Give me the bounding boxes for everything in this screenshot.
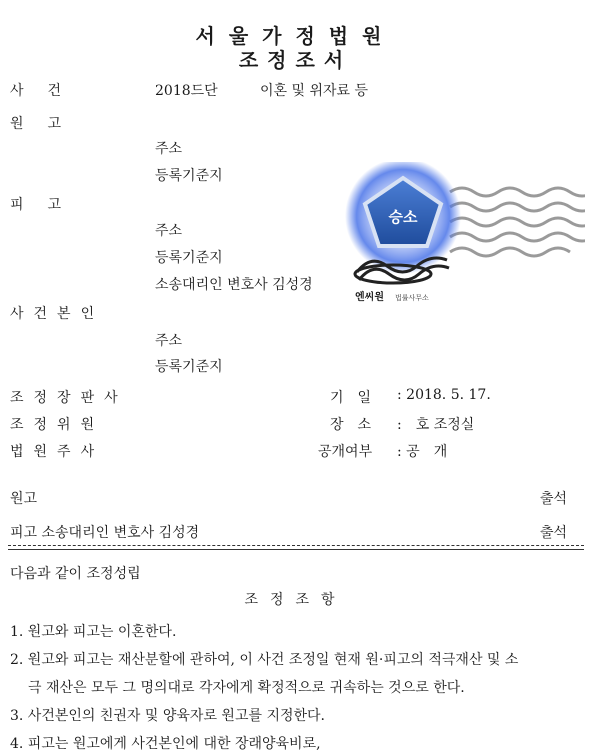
attendance-party-defendant: 피고 소송대리인 변호사 김성경 [10, 525, 200, 541]
stamp-brand: 엔씨원 [355, 292, 384, 303]
case-number: 2018드단 [155, 83, 218, 99]
defendant-counsel: 소송대리인 변호사 김성경 [155, 277, 313, 293]
plaintiff-label: 원고 [10, 116, 86, 132]
plaintiff-registry-label: 등록기준지 [155, 168, 223, 184]
clause-1: 1. 원고와 피고는 이혼한다. [10, 624, 177, 640]
public-label: 공개여부 [318, 444, 373, 460]
court-name: 서울가정법원 [195, 24, 396, 48]
principal-address-label: 주소 [155, 333, 183, 349]
result-line: 다음과 같이 조정성립 [10, 566, 141, 582]
stamp-badge-text: 승소 [388, 208, 418, 226]
date-label: 기 일 [330, 390, 372, 406]
clauses-title: 조정조항 [244, 592, 347, 608]
judge-label: 조정장판사 [10, 390, 128, 406]
stamp-brand-sub: 법률사무소 [395, 294, 429, 302]
separator-solid [8, 549, 584, 550]
case-name: 이혼 및 위자료 등 [260, 83, 369, 99]
attendance-party-plaintiff: 원고 [10, 491, 38, 507]
clause-3: 3. 사건본인의 친권자 및 양육자로 원고를 지정한다. [10, 708, 325, 724]
law-firm-stamp [345, 162, 585, 312]
public-value: : 공 개 [397, 444, 448, 460]
attendance-status-plaintiff: 출석 [540, 491, 568, 507]
clause-2-continued: 극 재산은 모두 그 명의대로 각자에게 확정적으로 귀속하는 것으로 한다. [28, 680, 465, 696]
attendance-status-defendant: 출석 [540, 525, 568, 541]
separator-dashed [8, 545, 584, 546]
clerk-label: 법원주사 [10, 444, 105, 460]
document-title: 조정조서 [238, 48, 353, 72]
defendant-registry-label: 등록기준지 [155, 250, 223, 266]
defendant-address-label: 주소 [155, 223, 183, 239]
place-value: : 호 조정실 [397, 417, 475, 433]
clause-2: 2. 원고와 피고는 재산분할에 관하여, 이 사건 조정일 현재 원·피고의 적극재산 및 소 [10, 652, 519, 668]
case-label: 사건 [10, 83, 86, 99]
principal-label: 사건본인 [10, 306, 105, 322]
postmark-waves [450, 188, 585, 256]
stamp-graphic [345, 162, 585, 312]
date-value: : 2018. 5. 17. [397, 387, 491, 403]
principal-registry-label: 등록기준지 [155, 359, 223, 375]
defendant-label: 피고 [10, 197, 86, 213]
place-label: 장 소 [330, 417, 372, 433]
clause-4: 4. 피고는 원고에게 사건본인에 대한 장래양육비로, [10, 736, 321, 752]
member-label: 조정위원 [10, 417, 105, 433]
plaintiff-address-label: 주소 [155, 141, 183, 157]
